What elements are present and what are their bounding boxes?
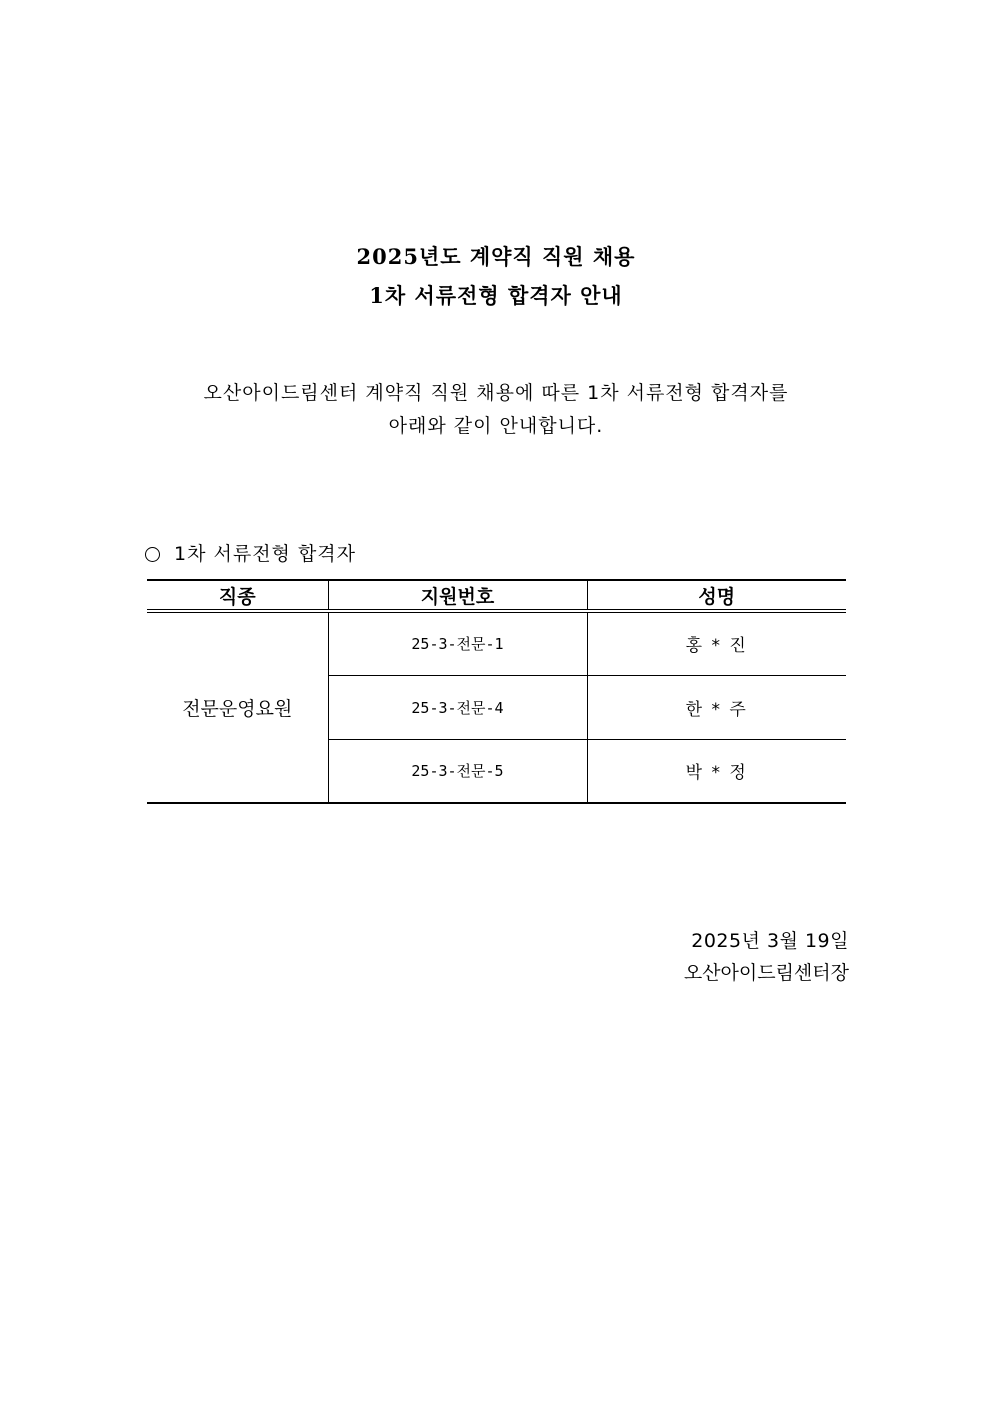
signer-title: 오산아이드림센터장 xyxy=(683,962,849,984)
table-row xyxy=(147,611,846,675)
document-title-line-2: 1차 서류전형 합격자 안내 xyxy=(369,283,623,308)
table-header-row xyxy=(147,580,846,611)
results-table xyxy=(147,579,846,804)
intro-text-line-1: 오산아이드림센터 계약직 직원 채용에 따른 1차 서류전형 합격자를 xyxy=(203,382,789,404)
section-heading xyxy=(143,545,356,564)
applicant-name-cell: 홍 * 진 xyxy=(587,611,846,675)
header-name: 성명 xyxy=(587,580,846,611)
issue-date: 2025년 3월 19일 xyxy=(691,930,849,952)
intro-text-line-2: 아래와 같이 안내합니다. xyxy=(388,415,604,437)
applicant-name-cell: 한 * 주 xyxy=(587,675,846,739)
section-heading-text: 1차 서류전형 합격자 xyxy=(174,543,356,565)
application-number-cell: 25-3-전문-4 xyxy=(328,675,587,739)
document-title-line-1: 2025년도 계약직 직원 채용 xyxy=(356,244,636,269)
header-job-type: 직종 xyxy=(147,580,328,611)
application-number-cell: 25-3-전문-5 xyxy=(328,739,587,803)
applicant-name-cell: 박 * 정 xyxy=(587,739,846,803)
circle-bullet-icon xyxy=(145,547,160,562)
header-application-number: 지원번호 xyxy=(328,580,587,611)
application-number-cell: 25-3-전문-1 xyxy=(328,611,587,675)
job-type-cell: 전문운영요원 xyxy=(147,611,328,803)
